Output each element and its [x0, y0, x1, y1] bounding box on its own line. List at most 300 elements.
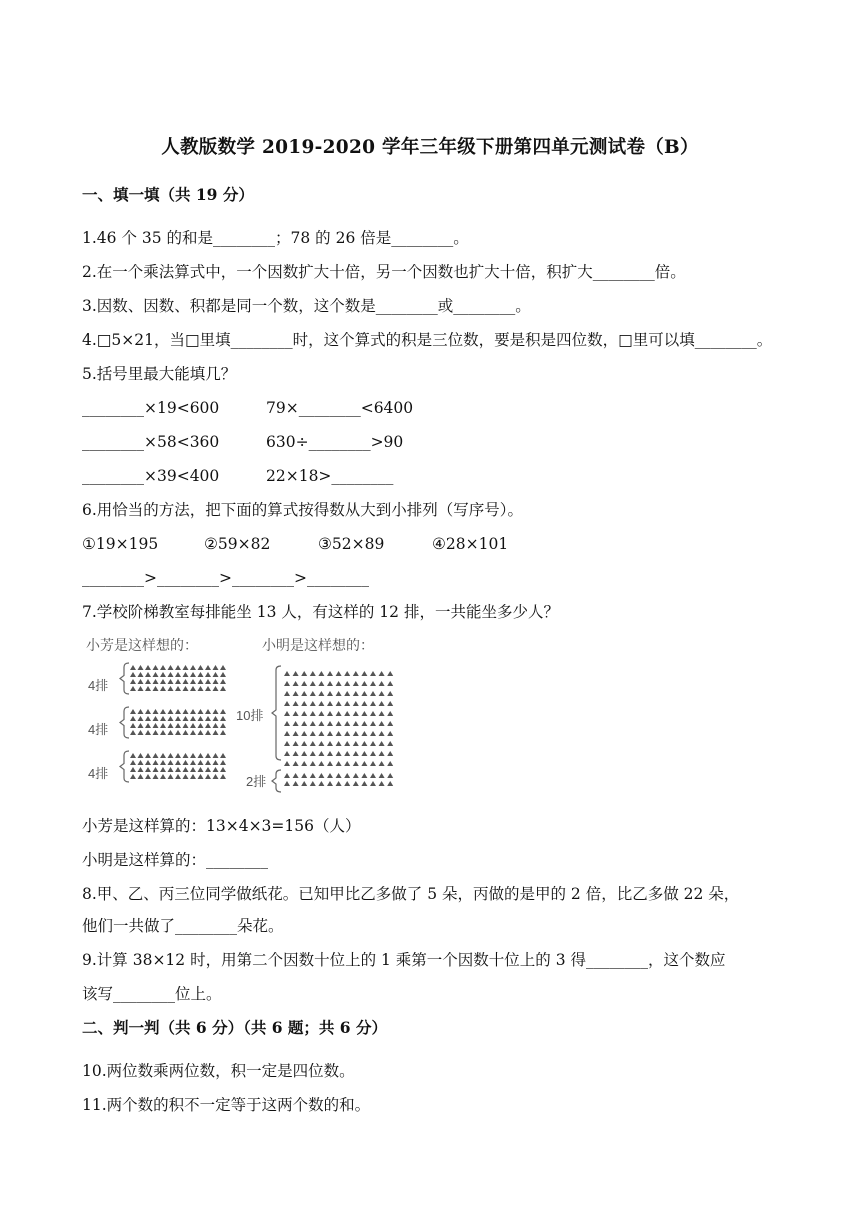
seat-triangle — [220, 709, 226, 714]
seat-triangle — [205, 716, 211, 721]
seat-triangle — [336, 731, 342, 736]
seat-triangle — [327, 671, 333, 676]
seat-triangle — [361, 711, 367, 716]
seat-triangle — [370, 741, 376, 746]
seat-triangle — [138, 767, 144, 772]
section-1-heading: 一、填一填（共 19 分） — [82, 185, 254, 204]
seat-triangle — [361, 681, 367, 686]
seat-triangle — [183, 672, 189, 677]
seat-triangle — [183, 753, 189, 758]
seat-triangle — [130, 679, 136, 684]
seat-triangle — [310, 701, 316, 706]
seat-triangle — [379, 741, 385, 746]
seat-triangle — [310, 711, 316, 716]
seat-triangle — [361, 721, 367, 726]
seat-triangle — [198, 774, 204, 779]
seat-triangle — [198, 767, 204, 772]
question-9-line-2: 该写________位上。 — [82, 985, 222, 1003]
question-5-row-2-right: 630÷________>90 — [266, 433, 404, 451]
seat-triangle — [293, 671, 299, 676]
seat-triangle — [387, 671, 393, 676]
seat-triangle — [190, 723, 196, 728]
question-5: 5.括号里最大能填几？ — [82, 365, 237, 383]
seat-triangle — [213, 716, 219, 721]
seat-triangle — [344, 761, 350, 766]
seat-triangle — [284, 691, 290, 696]
seat-triangle — [145, 672, 151, 677]
seat-triangle — [153, 665, 159, 670]
seat-triangle — [183, 774, 189, 779]
seat-triangle — [205, 709, 211, 714]
seat-triangle — [205, 767, 211, 772]
seat-triangle — [379, 701, 385, 706]
seat-triangle — [370, 761, 376, 766]
seat-triangle — [318, 721, 324, 726]
seat-triangle — [160, 716, 166, 721]
seat-triangle — [198, 753, 204, 758]
seat-triangle — [293, 781, 299, 786]
question-7-ming-calc: 小明是这样算的：________ — [82, 851, 269, 869]
seat-triangle — [327, 711, 333, 716]
seat-triangle — [353, 671, 359, 676]
seat-triangle — [213, 767, 219, 772]
seat-triangle — [327, 741, 333, 746]
seat-triangle — [198, 672, 204, 677]
seat-triangle — [183, 709, 189, 714]
seat-triangle — [293, 721, 299, 726]
seat-triangle — [160, 709, 166, 714]
seat-triangle — [327, 773, 333, 778]
seat-triangle — [318, 681, 324, 686]
seat-triangle — [190, 767, 196, 772]
seat-triangle — [190, 753, 196, 758]
question-8-line-1: 8.甲、乙、丙三位同学做纸花。已知甲比乙多做了 5 朵，丙做的是甲的 2 倍，比乙多做 22 朵， — [82, 885, 740, 903]
seat-triangle — [336, 761, 342, 766]
seat-triangle — [353, 741, 359, 746]
question-5-row-1-left: ________×19<600 — [82, 399, 220, 417]
seat-triangle — [318, 781, 324, 786]
seat-triangle — [138, 679, 144, 684]
seat-triangle — [344, 781, 350, 786]
seat-triangle — [361, 773, 367, 778]
seat-triangle — [145, 716, 151, 721]
seat-triangle — [293, 761, 299, 766]
seat-triangle — [370, 731, 376, 736]
seat-triangle — [284, 711, 290, 716]
seat-triangle — [220, 767, 226, 772]
seat-triangle — [138, 723, 144, 728]
seat-triangle — [160, 686, 166, 691]
seat-triangle — [220, 760, 226, 765]
seat-triangle — [130, 709, 136, 714]
seat-triangle — [160, 753, 166, 758]
seat-triangle — [318, 711, 324, 716]
seat-triangle — [344, 751, 350, 756]
seat-triangle — [190, 679, 196, 684]
seat-triangle — [153, 760, 159, 765]
seat-triangle — [353, 681, 359, 686]
seat-triangle — [361, 731, 367, 736]
seat-triangle — [175, 679, 181, 684]
question-6-item-2: ②59×82 — [204, 535, 271, 553]
seat-triangle — [145, 679, 151, 684]
seat-triangle — [370, 711, 376, 716]
seat-triangle — [130, 723, 136, 728]
seat-triangle — [190, 774, 196, 779]
seat-triangle — [336, 751, 342, 756]
fang-figure-title: 小芳是这样想的： — [86, 637, 198, 653]
question-3: 3.因数、因数、积都是同一个数，这个数是________或________。 — [82, 297, 531, 315]
seat-triangle — [198, 716, 204, 721]
seat-triangle — [153, 723, 159, 728]
seat-triangle — [213, 753, 219, 758]
seat-triangle — [353, 701, 359, 706]
seat-triangle — [361, 741, 367, 746]
seat-triangle — [336, 701, 342, 706]
seat-triangle — [284, 741, 290, 746]
seat-triangle — [130, 686, 136, 691]
seat-triangle — [370, 691, 376, 696]
seat-triangle — [190, 672, 196, 677]
seat-triangle — [138, 753, 144, 758]
group-bracket — [120, 663, 129, 694]
seat-triangle — [310, 741, 316, 746]
seat-triangle — [353, 773, 359, 778]
seat-triangle — [327, 721, 333, 726]
seat-triangle — [336, 773, 342, 778]
seat-triangle — [130, 767, 136, 772]
question-5-row-2-left: ________×58<360 — [82, 433, 220, 451]
question-6: 6.用恰当的方法，把下面的算式按得数从大到小排列（写序号）。 — [82, 501, 524, 519]
seat-triangle — [301, 681, 307, 686]
seat-triangle — [344, 701, 350, 706]
seat-triangle — [198, 679, 204, 684]
seat-triangle — [175, 672, 181, 677]
seat-triangle — [145, 665, 151, 670]
seat-triangle — [175, 767, 181, 772]
seat-triangle — [175, 665, 181, 670]
seat-triangle — [220, 753, 226, 758]
seat-triangle — [293, 773, 299, 778]
seat-triangle — [387, 773, 393, 778]
seat-triangle — [220, 672, 226, 677]
seat-triangle — [301, 721, 307, 726]
seat-triangle — [293, 681, 299, 686]
seat-triangle — [387, 681, 393, 686]
question-8-line-2: 他们一共做了________朵花。 — [82, 917, 284, 935]
seat-triangle — [183, 686, 189, 691]
seat-triangle — [183, 760, 189, 765]
seat-triangle — [370, 721, 376, 726]
seat-triangle — [327, 681, 333, 686]
seat-triangle — [379, 691, 385, 696]
seat-triangle — [336, 741, 342, 746]
seat-triangle — [175, 753, 181, 758]
seat-triangle — [370, 671, 376, 676]
seat-triangle — [220, 716, 226, 721]
seat-triangle — [168, 774, 174, 779]
seat-triangle — [145, 730, 151, 735]
seat-triangle — [130, 665, 136, 670]
seat-grouping-figure — [86, 632, 410, 800]
seat-triangle — [387, 731, 393, 736]
seat-triangle — [205, 730, 211, 735]
question-5-row-3-left: ________×39<400 — [82, 467, 220, 485]
question-7: 7.学校阶梯教室每排能坐 13 人，有这样的 12 排，一共能坐多少人？ — [82, 603, 559, 621]
seat-triangle — [387, 711, 393, 716]
seat-triangle — [301, 691, 307, 696]
seat-triangle — [344, 773, 350, 778]
seat-triangle — [168, 679, 174, 684]
seat-triangle — [344, 681, 350, 686]
seat-triangle — [310, 761, 316, 766]
seat-triangle — [336, 721, 342, 726]
seat-triangle — [205, 723, 211, 728]
seat-triangle — [293, 751, 299, 756]
seat-triangle — [160, 672, 166, 677]
seat-triangle — [213, 760, 219, 765]
seat-triangle — [379, 721, 385, 726]
seat-triangle — [130, 760, 136, 765]
seat-triangle — [327, 761, 333, 766]
seat-triangle — [168, 672, 174, 677]
seat-triangle — [130, 730, 136, 735]
seat-triangle — [198, 723, 204, 728]
seat-triangle — [168, 730, 174, 735]
seat-triangle — [138, 672, 144, 677]
fang-label-2: 4排 — [88, 722, 109, 737]
seat-triangle — [387, 781, 393, 786]
seat-triangle — [361, 671, 367, 676]
seat-triangle — [370, 781, 376, 786]
question-5-row-1-right: 79×________<6400 — [266, 399, 414, 417]
seat-triangle — [353, 721, 359, 726]
seat-triangle — [213, 709, 219, 714]
seat-triangle — [153, 679, 159, 684]
seat-triangle — [130, 716, 136, 721]
seat-triangle — [310, 681, 316, 686]
seat-triangle — [183, 665, 189, 670]
seat-triangle — [284, 701, 290, 706]
seat-triangle — [387, 751, 393, 756]
seat-triangle — [344, 741, 350, 746]
seat-triangle — [284, 751, 290, 756]
seat-triangle — [198, 665, 204, 670]
seat-triangle — [190, 686, 196, 691]
seat-triangle — [145, 753, 151, 758]
question-10: 10.两位数乘两位数，积一定是四位数。 — [82, 1062, 355, 1080]
seat-triangle — [310, 751, 316, 756]
seat-triangle — [145, 760, 151, 765]
seat-triangle — [327, 731, 333, 736]
seat-triangle — [336, 671, 342, 676]
seat-triangle — [318, 691, 324, 696]
ming-figure-title: 小明是这样想的： — [262, 637, 374, 653]
seat-triangle — [301, 781, 307, 786]
group-bracket — [272, 666, 281, 760]
seat-triangle — [379, 751, 385, 756]
question-2: 2.在一个乘法算式中，一个因数扩大十倍，另一个因数也扩大十倍，积扩大________倍。 — [82, 263, 686, 281]
seat-triangle — [284, 671, 290, 676]
question-1: 1.46 个 35 的和是________；78 的 26 倍是________。 — [82, 229, 469, 247]
seat-triangle — [138, 709, 144, 714]
seat-triangle — [153, 753, 159, 758]
seat-triangle — [284, 773, 290, 778]
seat-triangle — [190, 665, 196, 670]
seat-triangle — [318, 741, 324, 746]
seat-triangle — [220, 665, 226, 670]
seat-triangle — [190, 760, 196, 765]
seat-triangle — [168, 767, 174, 772]
question-9-line-1: 9.计算 38×12 时，用第二个因数十位上的 1 乘第一个因数十位上的 3 得________，这个数应 — [82, 951, 726, 969]
seat-triangle — [190, 716, 196, 721]
seat-triangle — [205, 774, 211, 779]
seat-triangle — [213, 672, 219, 677]
seat-triangle — [379, 781, 385, 786]
seat-triangle — [183, 716, 189, 721]
seat-triangle — [168, 665, 174, 670]
seat-triangle — [361, 751, 367, 756]
seat-triangle — [213, 774, 219, 779]
seat-triangle — [301, 671, 307, 676]
seat-triangle — [344, 711, 350, 716]
seat-triangle — [153, 767, 159, 772]
seat-triangle — [318, 773, 324, 778]
seat-triangle — [175, 686, 181, 691]
seat-triangle — [387, 761, 393, 766]
seat-triangle — [145, 774, 151, 779]
seat-triangle — [310, 691, 316, 696]
seat-triangle — [160, 679, 166, 684]
seat-triangle — [379, 773, 385, 778]
fang-label-1: 4排 — [88, 678, 109, 693]
seat-triangle — [318, 671, 324, 676]
seat-triangle — [183, 723, 189, 728]
seat-triangle — [318, 751, 324, 756]
seat-triangle — [160, 767, 166, 772]
seat-triangle — [301, 773, 307, 778]
seat-triangle — [213, 665, 219, 670]
seat-triangle — [145, 709, 151, 714]
question-6-item-1: ①19×195 — [82, 535, 159, 553]
seat-triangle — [327, 691, 333, 696]
question-6-item-3: ③52×89 — [318, 535, 385, 553]
seat-triangle — [205, 753, 211, 758]
seat-triangle — [379, 711, 385, 716]
seat-triangle — [160, 665, 166, 670]
seat-triangle — [336, 781, 342, 786]
seat-triangle — [310, 773, 316, 778]
seat-triangle — [153, 709, 159, 714]
seat-triangle — [168, 716, 174, 721]
seat-triangle — [145, 686, 151, 691]
seat-triangle — [160, 730, 166, 735]
question-5-row-3-right: 22×18>________ — [266, 467, 394, 485]
seat-triangle — [310, 731, 316, 736]
seat-triangle — [284, 731, 290, 736]
seat-triangle — [301, 761, 307, 766]
seat-triangle — [183, 767, 189, 772]
seat-triangle — [318, 701, 324, 706]
seat-triangle — [168, 753, 174, 758]
seat-triangle — [310, 671, 316, 676]
seat-triangle — [344, 721, 350, 726]
seat-triangle — [220, 730, 226, 735]
seat-triangle — [379, 681, 385, 686]
seat-triangle — [310, 721, 316, 726]
seat-triangle — [379, 671, 385, 676]
seat-triangle — [153, 774, 159, 779]
seat-triangle — [145, 723, 151, 728]
seat-triangle — [220, 723, 226, 728]
seat-triangle — [318, 731, 324, 736]
seat-triangle — [353, 761, 359, 766]
seat-triangle — [160, 760, 166, 765]
seat-triangle — [370, 701, 376, 706]
seat-triangle — [336, 681, 342, 686]
seat-triangle — [293, 701, 299, 706]
seat-triangle — [344, 731, 350, 736]
seat-triangle — [183, 730, 189, 735]
seat-triangle — [153, 686, 159, 691]
seat-triangle — [293, 731, 299, 736]
ming-label-2: 2排 — [246, 774, 267, 789]
seat-triangle — [293, 691, 299, 696]
seat-triangle — [344, 671, 350, 676]
seat-triangle — [370, 681, 376, 686]
figure-triangles — [130, 665, 393, 786]
seat-triangle — [138, 686, 144, 691]
seat-triangle — [145, 767, 151, 772]
seat-triangle — [153, 730, 159, 735]
seat-triangle — [213, 730, 219, 735]
seat-triangle — [284, 761, 290, 766]
seat-triangle — [160, 723, 166, 728]
seat-triangle — [220, 686, 226, 691]
question-4: 4.□5×21，当□里填________时，这个算式的积是三位数，要是积是四位数，□里可以填________。 — [82, 331, 773, 349]
seat-triangle — [175, 723, 181, 728]
seat-triangle — [284, 721, 290, 726]
seat-triangle — [175, 760, 181, 765]
seat-triangle — [387, 721, 393, 726]
fang-label-3: 4排 — [88, 766, 109, 781]
question-7-fang-calc: 小芳是这样算的：13×4×3=156（人） — [82, 817, 361, 835]
seat-triangle — [379, 761, 385, 766]
seat-triangle — [353, 781, 359, 786]
seat-triangle — [379, 731, 385, 736]
seat-triangle — [198, 730, 204, 735]
seat-triangle — [310, 781, 316, 786]
seat-triangle — [284, 681, 290, 686]
seat-triangle — [213, 686, 219, 691]
seat-triangle — [168, 709, 174, 714]
seat-triangle — [138, 716, 144, 721]
seat-triangle — [327, 781, 333, 786]
seat-triangle — [168, 723, 174, 728]
seat-triangle — [361, 761, 367, 766]
seat-triangle — [183, 679, 189, 684]
seat-triangle — [353, 711, 359, 716]
question-6-blanks: ________>________>________>________ — [82, 569, 369, 587]
seat-triangle — [205, 665, 211, 670]
seat-triangle — [318, 761, 324, 766]
group-bracket — [120, 751, 129, 782]
seat-triangle — [301, 701, 307, 706]
seat-triangle — [205, 679, 211, 684]
seat-triangle — [301, 711, 307, 716]
seat-triangle — [175, 709, 181, 714]
seat-triangle — [168, 760, 174, 765]
